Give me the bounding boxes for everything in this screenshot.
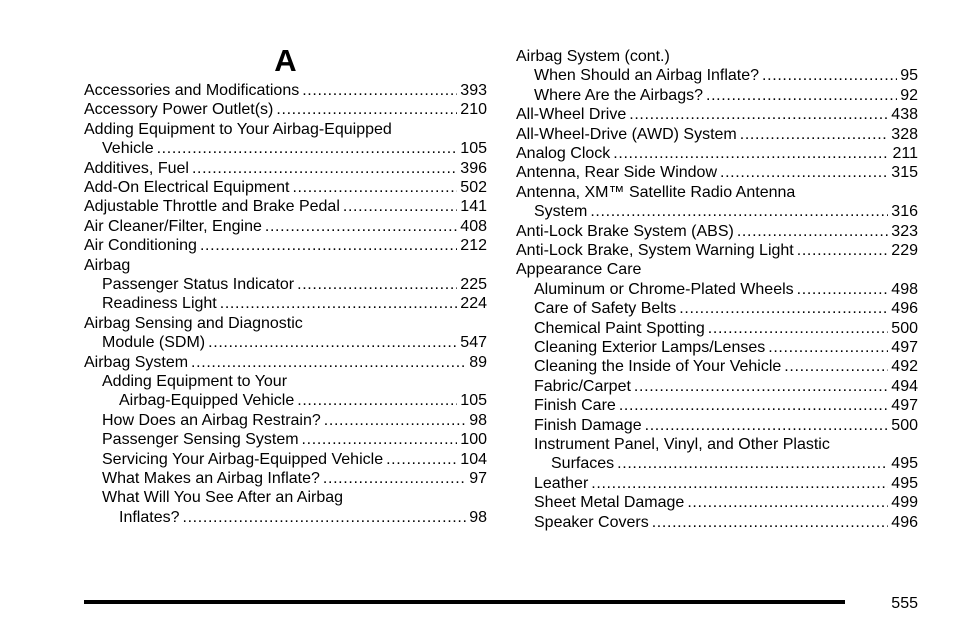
index-heading-text: Airbag (84, 256, 131, 274)
dot-leader (768, 338, 888, 357)
index-entry-page: 396 (460, 159, 487, 177)
index-entry (516, 241, 918, 260)
index-entry-text: Passenger Status Indicator (102, 276, 295, 293)
index-entry-page: 408 (460, 217, 487, 235)
dot-leader (590, 202, 888, 221)
dot-leader (634, 377, 888, 396)
index-entry-text: Sheet Metal Damage (534, 494, 685, 512)
index-entry (84, 353, 487, 372)
dot-leader (619, 396, 888, 415)
index-entry-text: Surfaces (551, 455, 615, 473)
section-letter: A (274, 43, 297, 78)
index-heading-text: What Will You See After an Airbag (102, 489, 344, 507)
index-entry (534, 66, 918, 85)
index-entry-page: 500 (891, 319, 918, 337)
index-entry-page: 496 (891, 300, 918, 318)
index-entry-text: Speaker Covers (534, 513, 649, 531)
index-entry-text: Finish Damage (534, 416, 642, 434)
index-entry (102, 372, 487, 391)
dot-leader (343, 197, 457, 216)
dot-leader (265, 217, 457, 236)
index-entry-page: 495 (891, 455, 918, 473)
dot-leader (192, 159, 457, 178)
index-entry-text: Fabric/Carpet (534, 377, 631, 395)
index-entry (102, 450, 487, 469)
index-entry (534, 319, 918, 338)
dot-leader (292, 178, 457, 197)
index-entry-text: Analog Clock (516, 145, 611, 162)
dot-leader (591, 474, 888, 493)
index-entry-page: 98 (469, 411, 487, 429)
index-entry-text: Leather (534, 474, 589, 492)
index-entry (102, 430, 487, 449)
index-entry-page: 95 (900, 67, 918, 85)
index-entry (102, 275, 487, 294)
index-entry-text: What Makes an Airbag Inflate? (102, 470, 320, 487)
index-entry (516, 260, 918, 279)
index-entry (534, 357, 918, 376)
dot-leader (617, 454, 888, 473)
index-entry (84, 236, 487, 255)
index-entry-page: 316 (891, 203, 918, 221)
index-entry-page: 502 (460, 179, 487, 196)
dot-leader (687, 493, 888, 512)
index-entry-page: 210 (460, 101, 487, 119)
index-entry-page: 492 (891, 358, 918, 376)
dot-leader (323, 469, 466, 488)
index-entry-text: System (534, 203, 588, 221)
index-entry-page: 105 (460, 140, 487, 158)
index-entry-text: Chemical Paint Spotting (534, 319, 705, 337)
index-entry-page: 98 (469, 508, 487, 526)
index-entry-page: 498 (891, 280, 918, 298)
index-entry (534, 474, 918, 493)
index-entry-page: 495 (891, 474, 918, 492)
dot-leader (297, 391, 457, 410)
dot-leader (191, 353, 466, 372)
index-entry (84, 217, 487, 236)
index-entry-text: Airbag-Equipped Vehicle (119, 392, 295, 410)
index-entry (84, 256, 487, 275)
index-entry-text: When Should an Airbag Inflate? (534, 67, 760, 85)
index-entry (102, 333, 487, 352)
index-entry-text: Additives, Fuel (84, 159, 189, 177)
index-entry-text: All-Wheel Drive (516, 106, 627, 124)
dot-leader (708, 319, 889, 338)
index-entry-page: 89 (469, 353, 487, 371)
index-entry (534, 86, 918, 105)
dot-leader (297, 275, 457, 294)
index-entry-text: Cleaning the Inside of Your Vehicle (534, 358, 782, 376)
index-entry (119, 508, 487, 527)
index-entry-text: All-Wheel-Drive (AWD) System (516, 125, 737, 143)
index-entry (84, 120, 487, 139)
index-entry-page: 100 (460, 431, 487, 449)
index-entry (84, 159, 487, 178)
dot-leader (797, 280, 889, 299)
dot-leader (706, 86, 897, 105)
index-entry-page: 500 (891, 416, 918, 434)
index-heading-text: Appearance Care (516, 261, 642, 279)
index-entry-page: 225 (460, 276, 487, 293)
index-entry-text: Finish Care (534, 397, 616, 415)
dot-leader (645, 416, 889, 435)
index-entry-page: 393 (460, 82, 487, 99)
index-entry-page: 229 (891, 242, 918, 259)
dot-leader (720, 163, 888, 182)
index-entry-page: 547 (460, 334, 487, 352)
index-entry-page: 496 (891, 513, 918, 531)
dot-leader (302, 81, 457, 100)
index-entry-text: Air Conditioning (84, 237, 197, 255)
index-entry-text: Servicing Your Airbag-Equipped Vehicle (102, 450, 384, 468)
dot-leader (629, 105, 888, 124)
index-entry (534, 280, 918, 299)
index-entry (84, 314, 487, 333)
index-entry (516, 47, 918, 66)
dot-leader (762, 66, 897, 85)
index-entry-page: 104 (460, 450, 487, 468)
dot-leader (220, 294, 458, 313)
index-entry (534, 202, 918, 221)
index-entry (551, 454, 918, 473)
dot-leader (740, 125, 889, 144)
index-entry (534, 377, 918, 396)
index-entry (516, 222, 918, 241)
index-entry (102, 139, 487, 158)
index-entry (534, 513, 918, 532)
index-entry-page: 224 (460, 295, 487, 313)
index-entry (84, 197, 487, 216)
index-entry-page: 497 (891, 339, 918, 356)
index-entry-text: Inflates? (119, 508, 180, 526)
index-entry (102, 294, 487, 313)
dot-leader (200, 236, 457, 255)
index-entry-text: Antenna, Rear Side Window (516, 164, 717, 182)
dot-leader (679, 299, 888, 318)
index-entry-text: Adjustable Throttle and Brake Pedal (84, 198, 340, 216)
index-heading-text: Adding Equipment to Your (102, 373, 288, 390)
index-entry-text: How Does an Airbag Restrain? (102, 411, 321, 429)
index-entry (516, 125, 918, 144)
index-entry (534, 416, 918, 435)
index-entry (516, 183, 918, 202)
dot-leader (613, 144, 889, 163)
index-entry-text: Accessory Power Outlet(s) (84, 101, 274, 119)
index-entry-page: 92 (900, 86, 918, 104)
index-entry (516, 105, 918, 124)
index-entry-text: Airbag System (84, 353, 189, 371)
dot-leader (737, 222, 888, 241)
index-entry-text: Where Are the Airbags? (534, 86, 703, 104)
index-entry (534, 338, 918, 357)
index-heading-text: Instrument Panel, Vinyl, and Other Plastic (534, 436, 830, 453)
index-entry-page: 97 (469, 470, 487, 487)
index-entry-text: Passenger Sensing System (102, 431, 299, 449)
index-entry-text: Readiness Light (102, 295, 217, 313)
page-number: 555 (891, 595, 918, 612)
index-entry-page: 315 (891, 164, 918, 182)
index-entry-text: Air Cleaner/Filter, Engine (84, 217, 262, 235)
index-heading-text: Antenna, XM™ Satellite Radio Antenna (516, 183, 796, 201)
index-entry-text: Care of Safety Belts (534, 300, 677, 318)
index-entry-page: 494 (891, 377, 918, 395)
index-entry (102, 488, 487, 507)
index-entry-page: 212 (460, 237, 487, 255)
index-entry-text: Anti-Lock Brake, System Warning Light (516, 242, 794, 259)
dot-leader (652, 513, 889, 532)
index-heading-text: Airbag System (cont.) (516, 48, 670, 65)
dot-leader (784, 357, 888, 376)
dot-leader (386, 450, 457, 469)
index-entry (84, 81, 487, 100)
index-entry (102, 411, 487, 430)
index-entry (534, 299, 918, 318)
index-heading-text: Airbag Sensing and Diagnostic (84, 314, 303, 332)
index-entry-text: Vehicle (102, 140, 154, 158)
dot-leader (157, 139, 458, 158)
index-entry (534, 435, 918, 454)
index-entry-text: Module (SDM) (102, 334, 206, 352)
index-entry (534, 396, 918, 415)
index-entry-text: Aluminum or Chrome-Plated Wheels (534, 280, 794, 298)
index-entry (516, 144, 918, 163)
index-entry-page: 499 (891, 494, 918, 512)
index-entry-page: 438 (891, 106, 918, 124)
index-entry-page: 211 (892, 145, 918, 162)
dot-leader (302, 430, 458, 449)
index-entry (119, 391, 487, 410)
index-entry-page: 497 (891, 397, 918, 415)
index-entry-text: Anti-Lock Brake System (ABS) (516, 222, 734, 240)
dot-leader (797, 241, 889, 260)
index-entry-page: 141 (460, 198, 487, 216)
index-entry (84, 100, 487, 119)
dot-leader (276, 100, 457, 119)
index-entry-text: Add-On Electrical Equipment (84, 179, 290, 196)
index-entry (84, 178, 487, 197)
index-entry (534, 493, 918, 512)
footer-rule (84, 600, 845, 604)
index-entry-page: 323 (891, 222, 918, 240)
index-entry (102, 469, 487, 488)
index-heading-text: Adding Equipment to Your Airbag-Equipped (84, 120, 392, 138)
index-entry-text: Cleaning Exterior Lamps/Lenses (534, 339, 766, 356)
index-entry-page: 328 (891, 125, 918, 143)
index-entry-text: Accessories and Modifications (84, 82, 300, 99)
index-entry (516, 163, 918, 182)
dot-leader (182, 508, 466, 527)
dot-leader (324, 411, 466, 430)
dot-leader (208, 333, 457, 352)
index-entry-page: 105 (460, 392, 487, 410)
